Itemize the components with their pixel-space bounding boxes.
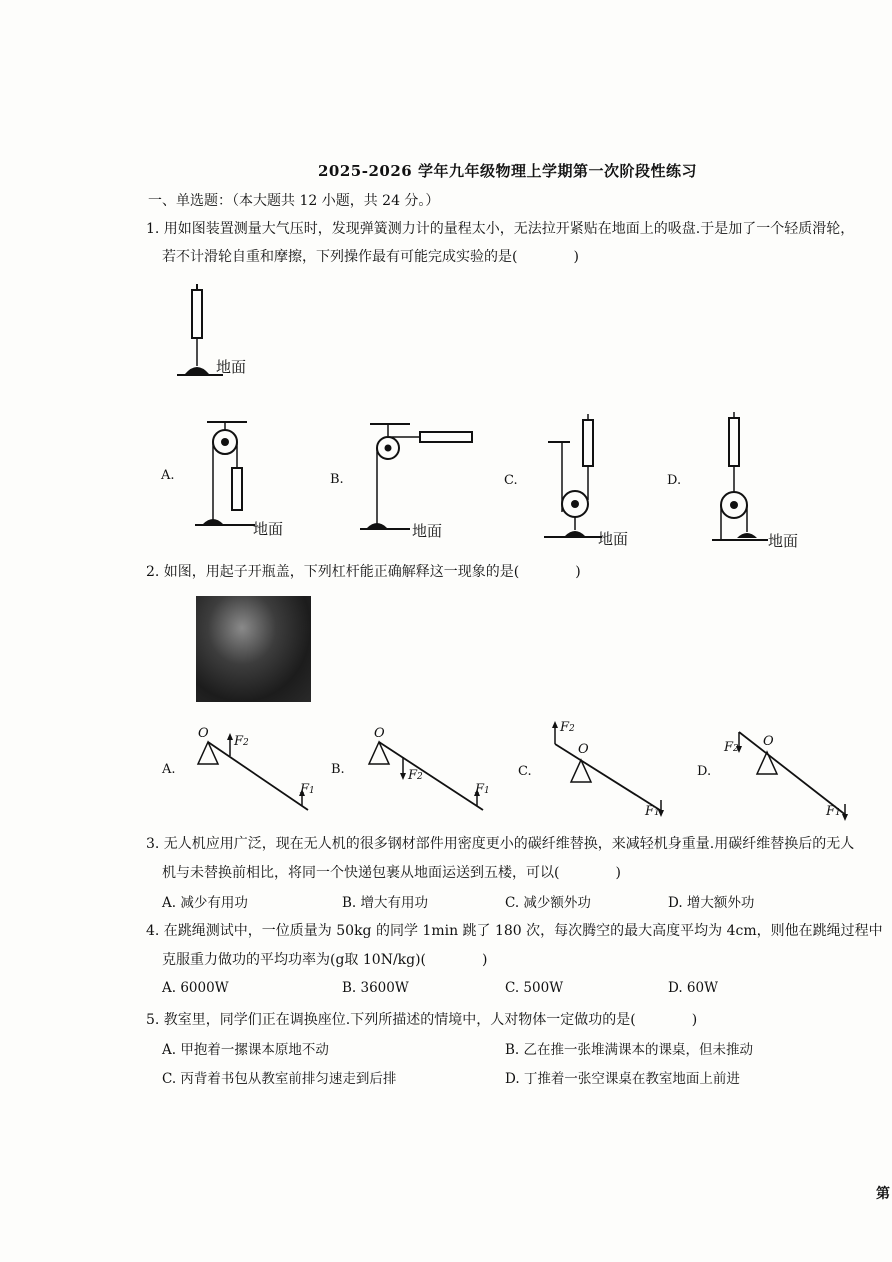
q2d-force2-sub: 2 xyxy=(733,744,739,754)
q2a-fulcrum-label: O xyxy=(198,726,209,741)
q2d-force1-symbol: F xyxy=(826,804,836,819)
q2b-force1-label xyxy=(475,782,490,797)
q4-option-c[interactable]: C. 500W xyxy=(505,980,564,996)
q2c-fulcrum-label: O xyxy=(578,742,589,757)
q2d-force1-label xyxy=(826,804,841,819)
page-title: 2025-2026 学年九年级物理上学期第一次阶段性练习 xyxy=(318,162,697,180)
q2-option-b-figure xyxy=(365,730,495,815)
q1-line1: 1. 用如图装置测量大气压时，发现弹簧测力计的量程太小，无法拉开紧贴在地面上的吸盘.于是加了一个轻质滑轮， xyxy=(146,221,855,237)
q1-option-c-figure xyxy=(540,412,610,542)
q2-option-b-label: B. xyxy=(331,762,345,777)
q2a-force2-label xyxy=(234,734,249,749)
q2c-force1-sub: 1 xyxy=(654,808,660,818)
q2b-force1-sub: 1 xyxy=(484,786,490,796)
q4-line2: 克服重力做功的平均功率为(g取 10N/kg)( ) xyxy=(162,952,488,968)
q2-line1: 2. 如图，用起子开瓶盖，下列杠杆能正确解释这一现象的是( ) xyxy=(146,564,581,580)
q1-main-ground-label: 地面 xyxy=(216,358,247,376)
q2b-fulcrum-label: O xyxy=(374,726,385,741)
q2b-force2-label xyxy=(408,768,423,783)
q1-option-a-figure xyxy=(195,420,265,530)
q2c-force2-symbol: F xyxy=(560,720,570,735)
q1-option-b-ground-label: 地面 xyxy=(412,522,443,540)
q5-option-c[interactable]: C. 丙背着书包从教室前排匀速走到后排 xyxy=(162,1071,397,1087)
q2-option-a-label: A. xyxy=(162,762,176,777)
q2c-force1-symbol: F xyxy=(645,804,655,819)
q5-option-d[interactable]: D. 丁推着一张空课桌在教室地面上前进 xyxy=(505,1071,740,1087)
q1-option-c-ground-label: 地面 xyxy=(598,530,629,548)
q2b-force2-sub: 2 xyxy=(417,772,423,782)
q2-option-a-figure xyxy=(190,730,315,815)
q1-option-c-label: C. xyxy=(504,473,518,488)
q2a-force1-label xyxy=(300,782,315,797)
q2d-force2-symbol: F xyxy=(724,740,734,755)
q3-line2: 机与未替换前相比，将同一个快递包裹从地面运送到五楼，可以( ) xyxy=(162,865,621,881)
q4-line1: 4. 在跳绳测试中，一位质量为 50kg 的同学 1min 跳了 180 次，每次腾空的最大高度平均为 4cm，则他在跳绳过程中 xyxy=(146,923,883,939)
q2a-force2-sub: 2 xyxy=(243,738,249,748)
q2c-force2-sub: 2 xyxy=(569,724,575,734)
q4-option-b[interactable]: B. 3600W xyxy=(342,980,409,996)
q3-line1: 3. 无人机应用广泛，现在无人机的很多钢材部件用密度更小的碳纤维替换，来减轻机身重量.用碳纤维替换后的无人 xyxy=(146,836,855,852)
q1-option-a-label: A. xyxy=(161,468,175,483)
q5-line1: 5. 教室里，同学们正在调换座位.下列所描述的情境中，人对物体一定做功的是( ) xyxy=(146,1012,698,1028)
q5-option-b[interactable]: B. 乙在推一张堆满课本的课桌，但未推动 xyxy=(505,1042,754,1058)
q1-line2: 若不计滑轮自重和摩擦，下列操作最有可能完成实验的是( ) xyxy=(162,249,579,265)
section-heading: 一、单选题：（本大题共 12 小题，共 24 分。） xyxy=(148,193,440,209)
q2a-force2-symbol: F xyxy=(234,734,244,749)
q4-option-d[interactable]: D. 60W xyxy=(668,980,718,996)
q1-option-d-figure xyxy=(706,410,776,545)
q5-option-a[interactable]: A. 甲抱着一摞课本原地不动 xyxy=(162,1042,329,1058)
q2a-force1-sub: 1 xyxy=(309,786,315,796)
q2c-force1-label xyxy=(645,804,660,819)
q2-option-d-label: D. xyxy=(697,764,712,779)
q1-option-a-ground-label: 地面 xyxy=(253,520,284,538)
q2a-force1-symbol: F xyxy=(300,782,310,797)
q3-option-a[interactable]: A. 减少有用功 xyxy=(162,895,248,911)
q2d-fulcrum-label: O xyxy=(763,734,774,749)
q2-option-c-label: C. xyxy=(518,764,532,779)
q2b-force1-symbol: F xyxy=(475,782,485,797)
q2d-force1-sub: 1 xyxy=(835,808,841,818)
q2c-force2-label xyxy=(560,720,575,735)
q2d-force2-label xyxy=(724,740,739,755)
q1-option-b-label: B. xyxy=(330,472,344,487)
q1-option-d-ground-label: 地面 xyxy=(768,532,799,550)
q3-option-c[interactable]: C. 减少额外功 xyxy=(505,895,591,911)
bottle-opener-photo xyxy=(196,596,311,702)
q3-option-b[interactable]: B. 增大有用功 xyxy=(342,895,429,911)
q2b-force2-symbol: F xyxy=(408,768,418,783)
q1-option-b-figure xyxy=(360,422,480,532)
q1-option-d-label: D. xyxy=(667,473,682,488)
q4-option-a[interactable]: A. 6000W xyxy=(162,980,229,996)
page-number: 第 xyxy=(876,1186,890,1202)
q3-option-d[interactable]: D. 增大额外功 xyxy=(668,895,755,911)
